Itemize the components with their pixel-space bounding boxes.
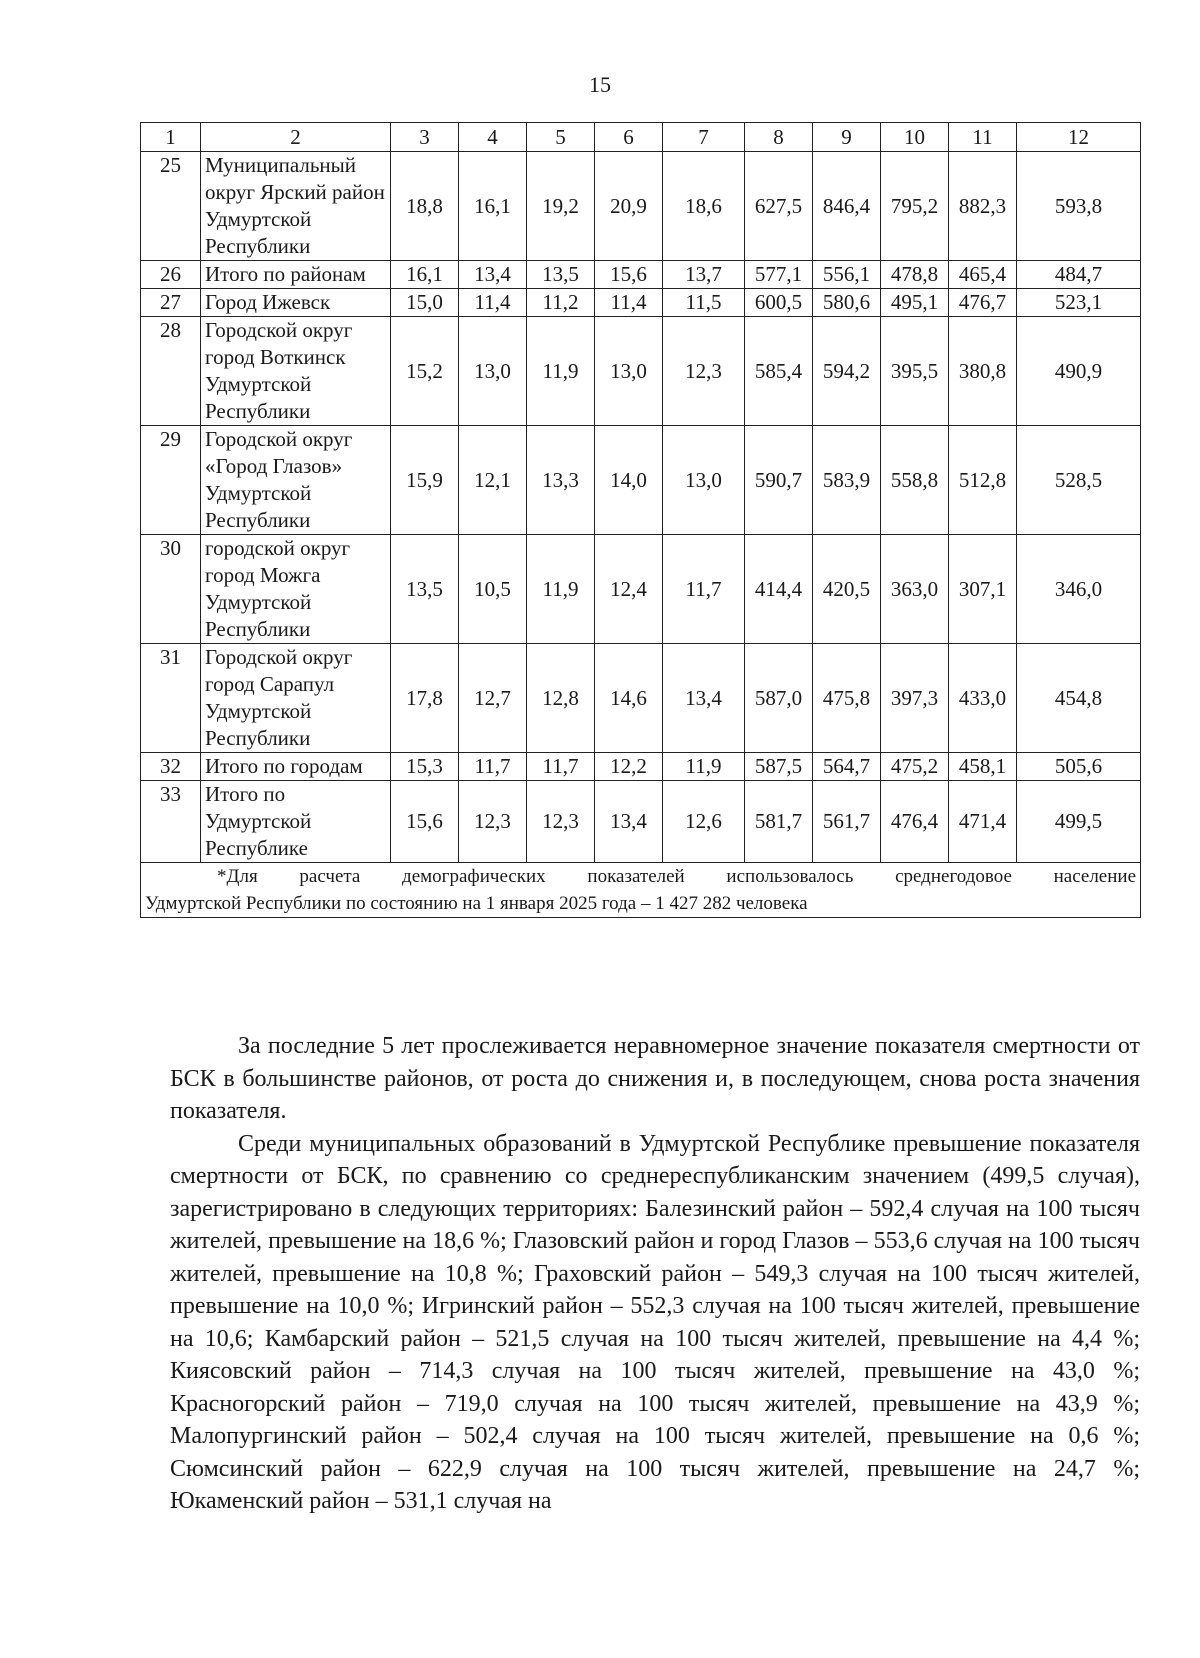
table-cell: 11,9 (663, 753, 745, 781)
table-cell: 556,1 (813, 261, 881, 289)
table-row (141, 426, 1141, 535)
table-cell: 12,1 (459, 426, 527, 535)
table-cell: 594,2 (813, 317, 881, 426)
table-cell: 13,4 (663, 644, 745, 753)
table-cell: 15,6 (391, 781, 459, 863)
table-row (141, 753, 1141, 781)
column-header: 5 (527, 123, 595, 152)
table-cell: 11,7 (527, 753, 595, 781)
row-number: 33 (141, 781, 201, 863)
column-header: 7 (663, 123, 745, 152)
table-cell: 12,3 (527, 781, 595, 863)
territory-name: Итого по районам (201, 261, 391, 289)
table-cell: 414,4 (745, 535, 813, 644)
table-cell: 523,1 (1017, 289, 1141, 317)
table-cell: 593,8 (1017, 152, 1141, 261)
row-number: 25 (141, 152, 201, 261)
table-cell: 11,4 (595, 289, 663, 317)
table-cell: 476,7 (949, 289, 1017, 317)
table-cell: 471,4 (949, 781, 1017, 863)
statistics-table (140, 122, 1141, 918)
table-cell: 583,9 (813, 426, 881, 535)
table-cell: 18,6 (663, 152, 745, 261)
table-cell: 433,0 (949, 644, 1017, 753)
table-cell: 12,7 (459, 644, 527, 753)
table-cell: 13,5 (391, 535, 459, 644)
table-cell: 19,2 (527, 152, 595, 261)
table-cell: 558,8 (881, 426, 949, 535)
footnote-line: Удмуртской Республики по состоянию на 1 января 2025 года – 1 427 282 человека (145, 893, 808, 914)
territory-name: Итого по Удмуртской Республике (201, 781, 391, 863)
table-cell: 15,3 (391, 753, 459, 781)
table-cell: 577,1 (745, 261, 813, 289)
table-cell: 13,7 (663, 261, 745, 289)
table-cell: 12,3 (459, 781, 527, 863)
territory-name: городской округ город Можга Удмуртской Республики (201, 535, 391, 644)
table-cell: 580,6 (813, 289, 881, 317)
column-header: 11 (949, 123, 1017, 152)
table-cell: 795,2 (881, 152, 949, 261)
row-number: 31 (141, 644, 201, 753)
table-cell: 397,3 (881, 644, 949, 753)
table-cell: 475,2 (881, 753, 949, 781)
table-cell: 12,2 (595, 753, 663, 781)
column-header: 2 (201, 123, 391, 152)
table-cell: 476,4 (881, 781, 949, 863)
table-cell: 484,7 (1017, 261, 1141, 289)
table-row (141, 261, 1141, 289)
table-cell: 13,5 (527, 261, 595, 289)
table-cell: 11,9 (527, 317, 595, 426)
table-cell: 587,0 (745, 644, 813, 753)
table-footnote (141, 863, 1141, 918)
column-header: 10 (881, 123, 949, 152)
row-number: 27 (141, 289, 201, 317)
table-cell: 465,4 (949, 261, 1017, 289)
table-cell: 564,7 (813, 753, 881, 781)
table-cell: 346,0 (1017, 535, 1141, 644)
column-header: 9 (813, 123, 881, 152)
column-header: 8 (745, 123, 813, 152)
table-cell: 16,1 (459, 152, 527, 261)
table-cell: 13,0 (663, 426, 745, 535)
column-header: 1 (141, 123, 201, 152)
table-cell: 499,5 (1017, 781, 1141, 863)
table-row (141, 644, 1141, 753)
table-cell: 561,7 (813, 781, 881, 863)
table-cell: 495,1 (881, 289, 949, 317)
table-cell: 581,7 (745, 781, 813, 863)
row-number: 26 (141, 261, 201, 289)
table-cell: 15,6 (595, 261, 663, 289)
row-number: 29 (141, 426, 201, 535)
table-cell: 16,1 (391, 261, 459, 289)
table-cell: 587,5 (745, 753, 813, 781)
table-cell: 395,5 (881, 317, 949, 426)
table-cell: 15,0 (391, 289, 459, 317)
table-cell: 11,9 (527, 535, 595, 644)
table-cell: 13,0 (595, 317, 663, 426)
table-cell: 505,6 (1017, 753, 1141, 781)
table-cell: 11,4 (459, 289, 527, 317)
table-body (141, 123, 1141, 918)
table-cell: 512,8 (949, 426, 1017, 535)
page-number: 15 (589, 72, 611, 97)
territory-name: Муниципальный округ Ярский район Удмуртской Республики (201, 152, 391, 261)
territory-name: Городской округ город Сарапул Удмуртской Республики (201, 644, 391, 753)
table-row (141, 289, 1141, 317)
table-cell: 363,0 (881, 535, 949, 644)
table-cell: 420,5 (813, 535, 881, 644)
table-cell: 454,8 (1017, 644, 1141, 753)
table-cell: 475,8 (813, 644, 881, 753)
table-cell: 590,7 (745, 426, 813, 535)
column-header: 3 (391, 123, 459, 152)
table-cell: 17,8 (391, 644, 459, 753)
footnote-row (141, 863, 1141, 918)
table-cell: 11,7 (663, 535, 745, 644)
table-row (141, 317, 1141, 426)
territory-name: Городской округ «Город Глазов» Удмуртской Республики (201, 426, 391, 535)
row-number: 32 (141, 753, 201, 781)
table-cell: 600,5 (745, 289, 813, 317)
territory-name: Город Ижевск (201, 289, 391, 317)
table-cell: 12,3 (663, 317, 745, 426)
table-cell: 11,2 (527, 289, 595, 317)
table-header-row (141, 123, 1141, 152)
paragraph: Среди муниципальных образований в Удмуртской Республике превышение показателя смертности от БСК, по сравнению со среднереспубликанским значением (499,5 случая), зарегистрировано в следующих территориях: Балезинский район – 592,4 случая на 100 тысяч жителей, превышение на 18,6 %; Глазовский район и город Глазов – 553,6 случая на 100 тысяч жителей, превышение на 10,8 %; Граховский район – 549,3 случая на 100 тысяч жителей, превышение на 10,0 %; Игринский район – 552,3 случая на 100 тысяч жителей, превышение на 10,6; Камбарский район – 521,5 случая на 100 тысяч жителей, превышение на 4,4 %; Киясовский район – 714,3 случая на 100 тысяч жителей, превышение на 43,0 %; Красногорский район – 719,0 случая на 100 тысяч жителей, превышение на 43,9 %; Малопургинский район – 502,4 случая на 100 тысяч жителей, превышение на 0,6 %; Сюмсинский район – 622,9 случая на 100 тысяч жителей, превышение на 24,7 %; Юкаменский район – 531,1 случая на (170, 1130, 1140, 1514)
table-cell: 585,4 (745, 317, 813, 426)
table-cell: 14,6 (595, 644, 663, 753)
table-cell: 15,9 (391, 426, 459, 535)
table-cell: 846,4 (813, 152, 881, 261)
row-number: 30 (141, 535, 201, 644)
table-cell: 18,8 (391, 152, 459, 261)
table-cell: 12,8 (527, 644, 595, 753)
paragraph: За последние 5 лет прослеживается неравномерное значение показателя смертности от БСК в большинстве районов, от роста до снижения и, в последующем, снова роста значения показателя. (170, 1033, 1140, 1124)
table-cell: 12,4 (595, 535, 663, 644)
table-cell: 882,3 (949, 152, 1017, 261)
table-cell: 11,5 (663, 289, 745, 317)
table-row (141, 152, 1141, 261)
table-cell: 627,5 (745, 152, 813, 261)
table-cell: 458,1 (949, 753, 1017, 781)
table-cell: 15,2 (391, 317, 459, 426)
table-cell: 10,5 (459, 535, 527, 644)
table-cell: 13,0 (459, 317, 527, 426)
table-cell: 13,4 (459, 261, 527, 289)
territory-name: Итого по городам (201, 753, 391, 781)
table-cell: 14,0 (595, 426, 663, 535)
table-cell: 478,8 (881, 261, 949, 289)
table-cell: 490,9 (1017, 317, 1141, 426)
table-row (141, 781, 1141, 863)
territory-name: Городской округ город Воткинск Удмуртской Республики (201, 317, 391, 426)
table-cell: 307,1 (949, 535, 1017, 644)
column-header: 4 (459, 123, 527, 152)
column-header: 6 (595, 123, 663, 152)
body-text (170, 1030, 1140, 1518)
table-row (141, 535, 1141, 644)
table-cell: 11,7 (459, 753, 527, 781)
table-cell: 380,8 (949, 317, 1017, 426)
table-cell: 13,3 (527, 426, 595, 535)
table-cell: 20,9 (595, 152, 663, 261)
footnote-line: *Для расчета демографических показателей использовалось среднегодовое население (217, 866, 1136, 887)
table-cell: 528,5 (1017, 426, 1141, 535)
row-number: 28 (141, 317, 201, 426)
table-cell: 13,4 (595, 781, 663, 863)
column-header: 12 (1017, 123, 1141, 152)
table-cell: 12,6 (663, 781, 745, 863)
